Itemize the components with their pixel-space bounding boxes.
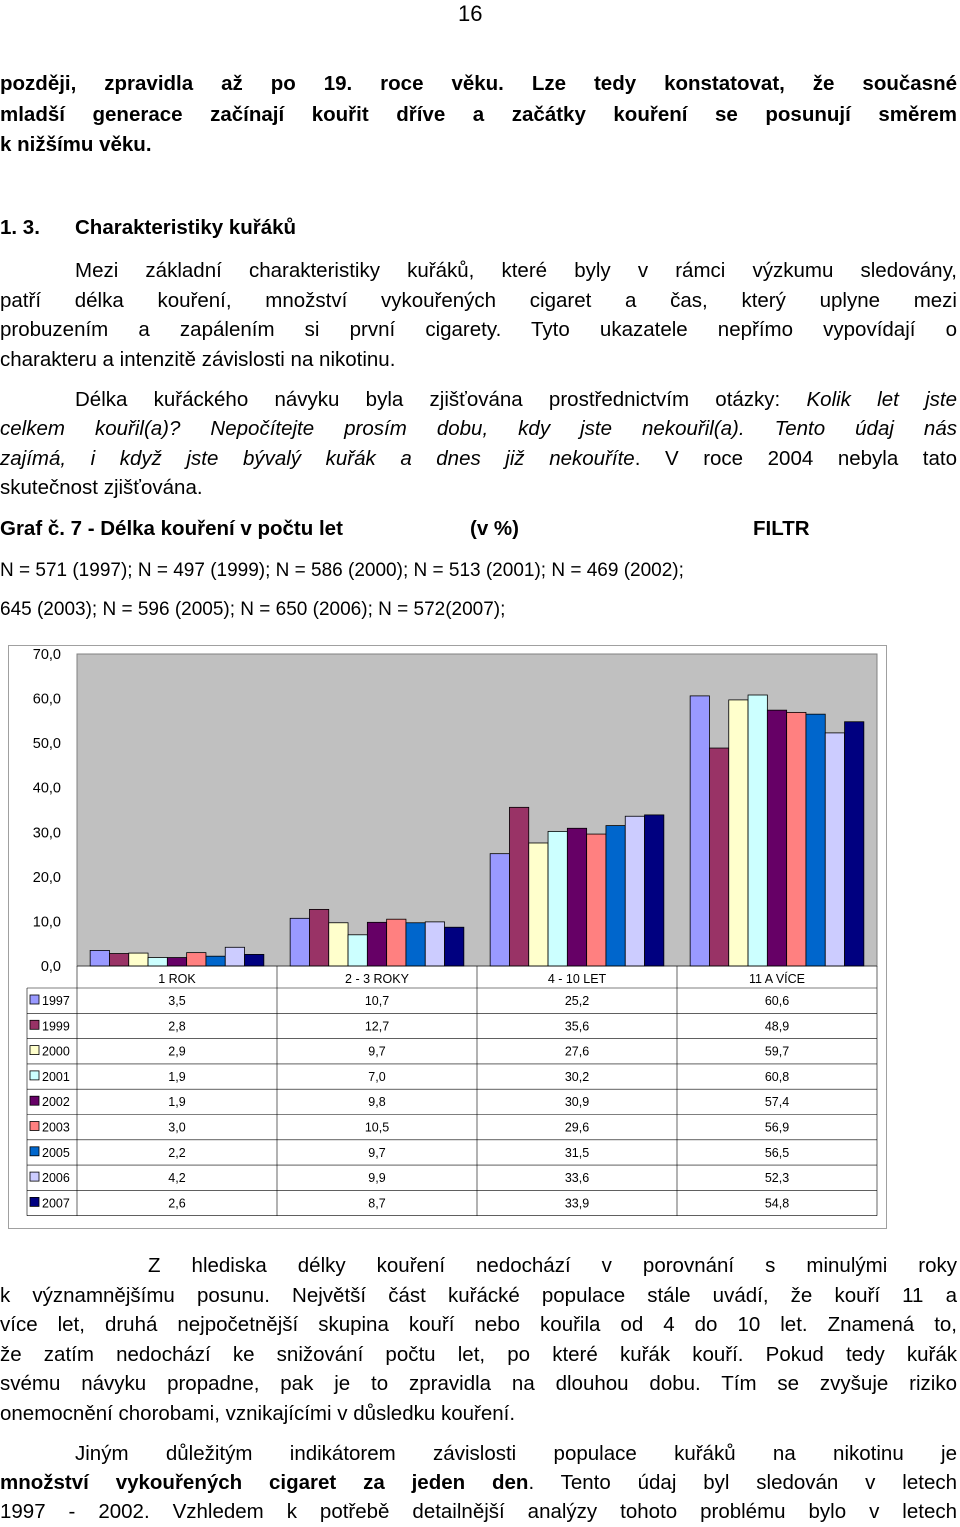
y-tick-label: 40,0 bbox=[32, 780, 61, 797]
para2-line-3: zajímá, i když jste bývalý kuřák a dnes již nekouříte. V roce 2004 nebyla tato bbox=[0, 447, 957, 470]
para4-line-3: 1997 - 2002. Vzhledem k potřebě detailnější analýzy tohoto problému bylo v letech bbox=[0, 1500, 957, 1523]
category-label: 4 - 10 LET bbox=[547, 972, 607, 986]
page-number: 16 bbox=[458, 1, 483, 26]
para3-line-1: Z hlediska délky kouření nedochází v porovnání s minulými roky bbox=[148, 1254, 957, 1277]
category-label: 2 - 3 ROKY bbox=[345, 972, 409, 986]
data-label: 1,9 bbox=[168, 1069, 186, 1084]
legend-label: 2006 bbox=[42, 1171, 70, 1186]
bar bbox=[490, 854, 509, 966]
bar bbox=[367, 922, 386, 966]
data-label: 57,4 bbox=[764, 1095, 790, 1110]
para1-line-1: Mezi základní charakteristiky kuřáků, které byly v rámci výzkumu sledovány, bbox=[75, 259, 957, 282]
bar bbox=[329, 923, 348, 966]
bar bbox=[529, 843, 548, 966]
bar bbox=[787, 712, 806, 966]
para4-line-2: množství vykouřených cigaret za jeden den. Tento údaj byl sledován v letech bbox=[0, 1471, 957, 1494]
legend-key bbox=[30, 1020, 39, 1029]
bar bbox=[690, 696, 709, 966]
graph-filter: FILTR bbox=[753, 517, 810, 540]
bar bbox=[748, 695, 767, 966]
section-heading bbox=[0, 213, 297, 242]
data-label: 56,5 bbox=[764, 1145, 790, 1160]
data-label: 4,2 bbox=[168, 1171, 186, 1186]
intro-line-2: mladší generace začínají kouřit dříve a začátky kouření se posunují směrem bbox=[0, 103, 957, 126]
para2-line-1: Délka kuřáckého návyku byla zjišťována prostřednictvím otázky: Kolik let jste bbox=[75, 388, 957, 411]
bar bbox=[206, 956, 225, 966]
legend-label: 2007 bbox=[42, 1196, 70, 1211]
data-label: 30,2 bbox=[564, 1069, 590, 1084]
chart-frame bbox=[8, 645, 887, 1229]
bar bbox=[225, 947, 244, 966]
data-label: 3,0 bbox=[168, 1120, 186, 1135]
data-label: 52,3 bbox=[764, 1171, 790, 1186]
data-label: 54,8 bbox=[764, 1196, 790, 1211]
bar bbox=[548, 831, 567, 966]
bar bbox=[129, 953, 148, 966]
para1-line-2: patří délka kouření, množství vykouřených cigaret a čas, který uplyne mezi bbox=[0, 289, 957, 312]
data-label: 25,2 bbox=[564, 994, 590, 1008]
data-label: 27,6 bbox=[564, 1044, 590, 1059]
graph-title: Graf č. 7 - Délka kouření v počtu let bbox=[0, 517, 343, 540]
intro-line-3: k nižšímu věku. bbox=[0, 133, 152, 156]
data-label: 56,9 bbox=[764, 1120, 790, 1135]
data-label: 59,7 bbox=[764, 1044, 790, 1059]
bar-chart bbox=[9, 646, 886, 1228]
para3-line-5: svému návyku propadne, pak je to zpravidla na dlouhou dobu. Tím se zvyšuje riziko bbox=[0, 1372, 957, 1395]
data-label: 9,9 bbox=[368, 1171, 386, 1186]
graph-unit: (v %) bbox=[470, 517, 519, 540]
bar bbox=[729, 700, 748, 966]
bar bbox=[406, 923, 425, 966]
data-label: 29,6 bbox=[564, 1120, 590, 1135]
bar bbox=[425, 922, 444, 966]
section-number: 1. 3. bbox=[0, 216, 40, 239]
bar bbox=[245, 954, 264, 966]
y-tick-label: 0,0 bbox=[40, 959, 61, 975]
data-label: 31,5 bbox=[564, 1145, 590, 1160]
data-label: 9,7 bbox=[368, 1145, 386, 1160]
graph-heading bbox=[0, 514, 960, 543]
legend-label: 2000 bbox=[42, 1044, 70, 1059]
data-label: 33,6 bbox=[564, 1171, 590, 1186]
category-label: 11 A VÍCE bbox=[748, 972, 806, 986]
bar bbox=[387, 919, 406, 966]
section-title: Charakteristiky kuřáků bbox=[75, 216, 297, 239]
sample-sizes-line-2: 645 (2003); N = 596 (2005); N = 650 (2006); N = 572(2007); bbox=[0, 599, 506, 620]
bar bbox=[806, 714, 825, 966]
para1-line-3: probuzením a zapálením si první cigarety. Tyto ukazatele nepřímo vypovídají o bbox=[0, 318, 957, 341]
bar bbox=[309, 909, 328, 966]
data-label: 30,9 bbox=[564, 1095, 590, 1110]
y-tick-label: 10,0 bbox=[32, 914, 61, 931]
data-label: 3,5 bbox=[168, 994, 186, 1008]
legend-label: 2001 bbox=[42, 1069, 70, 1084]
data-label: 2,9 bbox=[168, 1044, 186, 1059]
bar bbox=[348, 935, 367, 966]
data-label: 33,9 bbox=[564, 1196, 590, 1211]
data-label: 48,9 bbox=[764, 1019, 790, 1034]
legend-label: 1997 bbox=[42, 994, 70, 1008]
bar bbox=[587, 834, 606, 966]
bar bbox=[825, 733, 844, 966]
bar bbox=[625, 816, 644, 966]
intro-line-1: později, zpravidla až po 19. roce věku. Lze tedy konstatovat, že současné bbox=[0, 72, 957, 95]
data-label: 9,7 bbox=[368, 1044, 386, 1059]
bar bbox=[767, 710, 786, 966]
data-label: 12,7 bbox=[364, 1019, 390, 1034]
legend-label: 2005 bbox=[42, 1145, 70, 1160]
y-tick-label: 60,0 bbox=[32, 691, 61, 708]
legend-label: 2002 bbox=[42, 1095, 70, 1110]
y-tick-label: 30,0 bbox=[32, 825, 61, 842]
para3-line-6: onemocnění chorobami, vznikajícími v důsledku kouření. bbox=[0, 1402, 516, 1425]
bar bbox=[109, 954, 128, 966]
legend-key bbox=[30, 995, 39, 1004]
data-label: 60,8 bbox=[764, 1069, 790, 1084]
data-label: 2,8 bbox=[168, 1019, 186, 1034]
bar bbox=[445, 927, 464, 966]
legend-key bbox=[30, 1172, 39, 1181]
bar bbox=[290, 918, 309, 966]
data-label: 60,6 bbox=[764, 994, 790, 1008]
legend-label: 1999 bbox=[42, 1019, 70, 1034]
sample-sizes-line-1: N = 571 (1997); N = 497 (1999); N = 586 (2000); N = 513 (2001); N = 469 (2002); bbox=[0, 560, 684, 581]
para2-line-2: celkem kouřil(a)? Nepočítejte prosím dobu, kdy jste nekouřil(a). Tento údaj nás bbox=[0, 417, 957, 440]
bar bbox=[845, 722, 864, 966]
legend-key bbox=[30, 1197, 39, 1206]
para1-line-4: charakteru a intenzitě závislosti na nikotinu. bbox=[0, 348, 396, 371]
bar bbox=[167, 958, 186, 966]
para2-line-4: skutečnost zjišťována. bbox=[0, 476, 203, 499]
data-label: 10,5 bbox=[364, 1120, 390, 1135]
legend-key bbox=[30, 1147, 39, 1156]
bar bbox=[606, 826, 625, 966]
bar bbox=[148, 958, 167, 966]
legend-key bbox=[30, 1071, 39, 1080]
data-label: 10,7 bbox=[364, 994, 390, 1008]
y-tick-label: 50,0 bbox=[32, 736, 61, 753]
bar bbox=[709, 748, 728, 966]
category-label: 1 ROK bbox=[158, 972, 196, 986]
data-label: 7,0 bbox=[368, 1069, 386, 1084]
data-label: 9,8 bbox=[368, 1095, 386, 1110]
para3-line-3: více let, druhá nejpočetnější skupina kouří nebo kouřila od 4 do 10 let. Znamená to, bbox=[0, 1313, 957, 1336]
bar bbox=[187, 953, 206, 966]
bar bbox=[509, 807, 528, 966]
para3-line-4: že zatím nedochází ke snižování počtu let, po které kuřák kouří. Pokud tedy kuřák bbox=[0, 1343, 957, 1366]
legend-key bbox=[30, 1046, 39, 1055]
y-tick-label: 70,0 bbox=[32, 647, 61, 663]
para4-line-1: Jiným důležitým indikátorem závislosti populace kuřáků na nikotinu je bbox=[75, 1442, 957, 1465]
bar bbox=[567, 828, 586, 966]
data-label: 8,7 bbox=[368, 1196, 386, 1211]
sample-sizes bbox=[0, 556, 960, 624]
data-label: 1,9 bbox=[168, 1095, 186, 1110]
para3-line-2: k významnějšímu posunu. Největší část kuřácké populace stále uvádí, že kouří 11 a bbox=[0, 1284, 957, 1307]
bar bbox=[645, 815, 664, 966]
legend-key bbox=[30, 1096, 39, 1105]
data-label: 2,6 bbox=[168, 1196, 186, 1211]
legend-key bbox=[30, 1122, 39, 1131]
data-label: 2,2 bbox=[168, 1145, 186, 1160]
legend-label: 2003 bbox=[42, 1120, 70, 1135]
y-tick-label: 20,0 bbox=[32, 869, 61, 886]
bar bbox=[90, 950, 109, 966]
data-label: 35,6 bbox=[564, 1019, 590, 1034]
